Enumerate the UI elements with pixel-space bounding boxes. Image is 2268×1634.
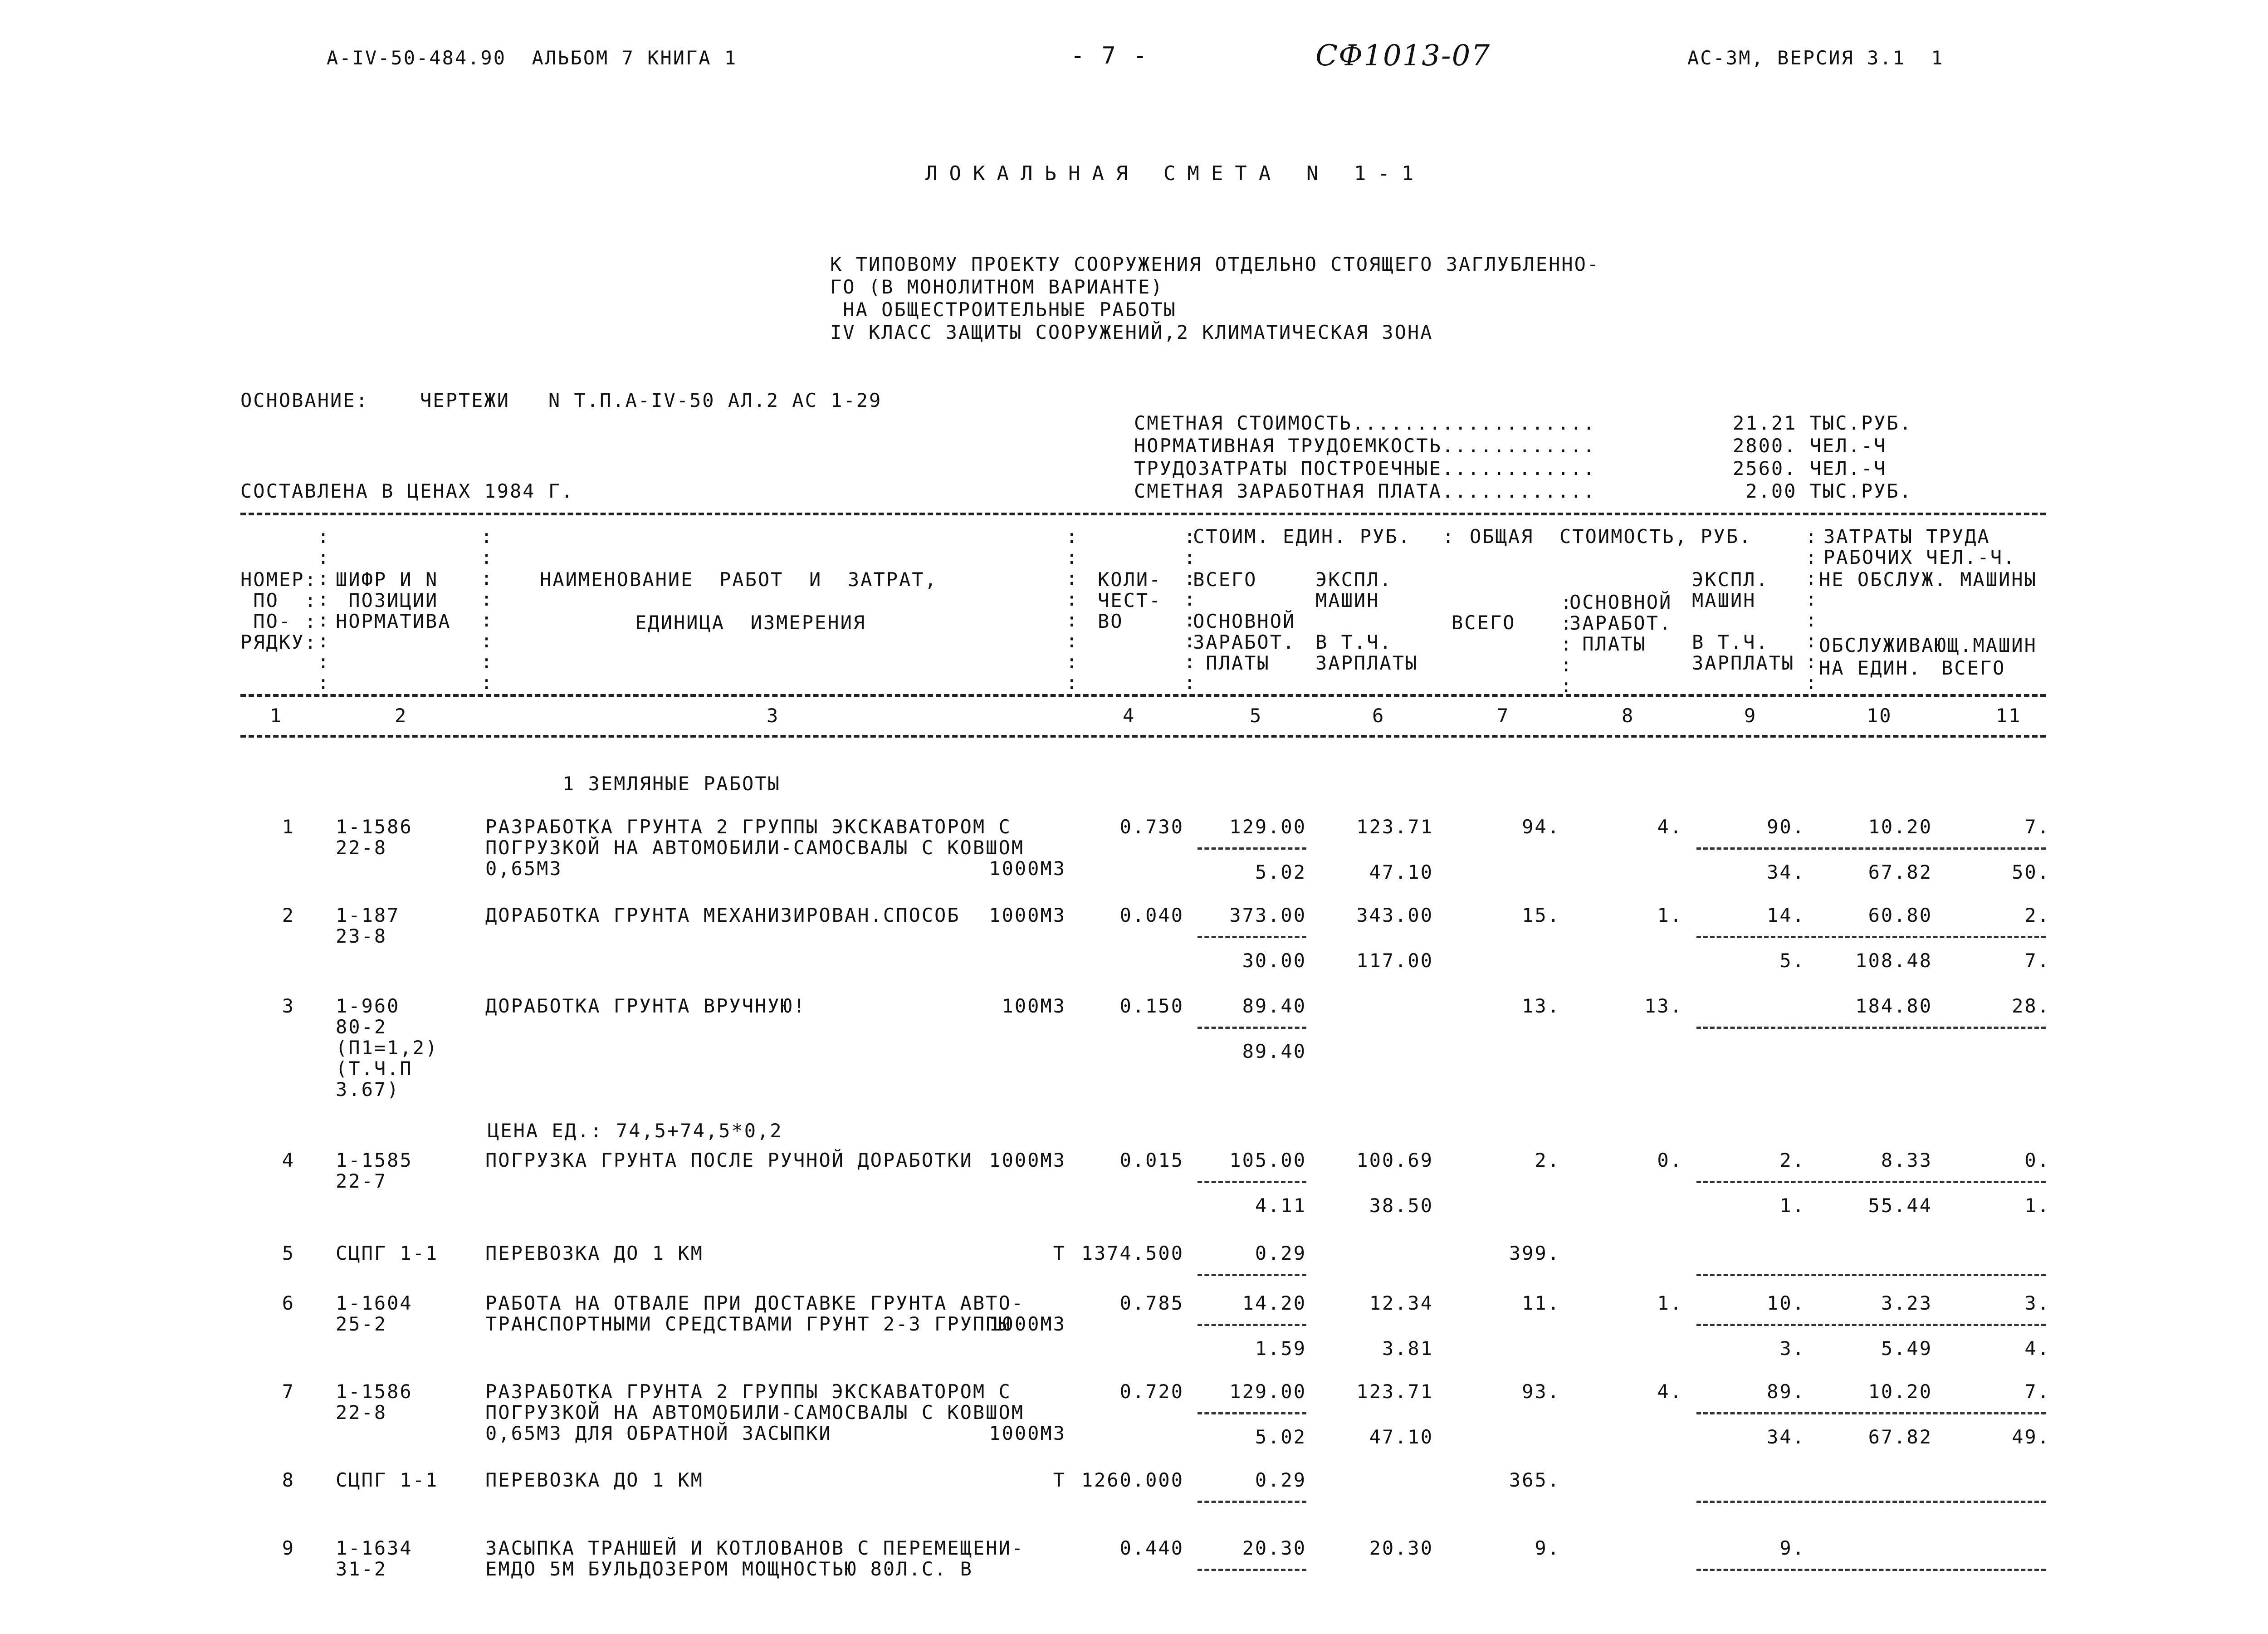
row-machines: 14. — [1767, 904, 1805, 926]
subrow-divider — [1696, 1274, 2046, 1276]
subrow-divider — [1198, 1274, 1306, 1276]
row-total: 15. — [1522, 904, 1560, 926]
row-name: РАБОТА НА ОТВАЛЕ ПРИ ДОСТАВКЕ ГРУНТА АВТО- ТРАНСПОРТНЫМИ СРЕДСТВАМИ ГРУНТ 2-3 ГРУППЫ — [485, 1292, 1025, 1335]
col-num: 5 — [1250, 704, 1263, 727]
col-num: 10 — [1867, 704, 1892, 727]
row-unit-total: 105.00 — [1229, 1149, 1306, 1171]
row-number: 4 — [282, 1149, 295, 1171]
row-unit-wages: 5.02 — [1255, 861, 1306, 883]
row-total: 399. — [1509, 1242, 1560, 1264]
row-total: 2. — [1535, 1149, 1560, 1171]
subrow-divider — [1198, 1027, 1306, 1029]
row-total: 9. — [1535, 1537, 1560, 1559]
row-quantity: 1260.000 — [1081, 1469, 1184, 1491]
row-name: ДОРАБОТКА ГРУНТА МЕХАНИЗИРОВАН.СПОСОБ — [485, 904, 960, 926]
row-machine-wages: 1. — [1779, 1194, 1805, 1217]
col-header-unit-total: ВСЕГО ОСНОВНОЙ ЗАРАБОТ. ПЛАТЫ — [1193, 568, 1296, 674]
row-total: 11. — [1522, 1292, 1560, 1314]
subrow-divider — [1696, 1027, 2046, 1029]
subrow-divider — [1696, 1569, 2046, 1571]
row-unit-total: 0.29 — [1255, 1242, 1306, 1264]
col-header-machines: ЭКСПЛ. МАШИН В Т.Ч. ЗАРПЛАТЫ — [1692, 568, 1795, 674]
separator-line — [240, 694, 2046, 697]
col-header-number: НОМЕР: ПО : ПО- : РЯДКУ: — [240, 568, 318, 653]
subrow-divider — [1696, 1324, 2046, 1326]
row-machine-wages: 5. — [1779, 949, 1805, 972]
row-labor-total: 28. — [2012, 995, 2050, 1017]
row-labor-total: 3. — [2024, 1292, 2050, 1314]
col-num: 4 — [1123, 704, 1136, 727]
row-name: РАЗРАБОТКА ГРУНТА 2 ГРУППЫ ЭКСКАВАТОРОМ С ПОГРУЗКОЙ НА АВТОМОБИЛИ-САМОСВАЛЫ С КОВШОМ 0,65М3 — [485, 816, 1025, 880]
row-labor-unit: 184.80 — [1855, 995, 1932, 1017]
row-number: 8 — [282, 1469, 295, 1491]
row-quantity: 0.040 — [1119, 904, 1184, 926]
row-unit-wages: 5.02 — [1255, 1426, 1306, 1448]
subrow-divider — [1198, 936, 1306, 938]
row-unit-machine-wages: 47.10 — [1369, 861, 1433, 883]
row-machines: 89. — [1767, 1380, 1805, 1403]
row-code: 1-960 80-2 (П1=1,2) (Т.Ч.П 3.67) — [336, 995, 439, 1101]
column-divider: : — [1442, 525, 1454, 548]
col-group-unit-cost: СТОИМ. ЕДИН. РУБ. — [1193, 525, 1411, 548]
row-unit: 1000М3 — [989, 857, 1066, 880]
row-labor-serving-total: 1. — [2024, 1194, 2050, 1217]
row-unit-machines: 343.00 — [1356, 904, 1433, 926]
row-unit-machine-wages: 117.00 — [1356, 949, 1433, 972]
row-labor-serving-unit: 108.48 — [1855, 949, 1932, 972]
col-header-not-serving: НЕ ОБСЛУЖ. МАШИНЫ — [1819, 568, 2037, 591]
row-note: ЦЕНА ЕД.: 74,5+74,5*0,2 — [488, 1120, 783, 1142]
row-unit-wages: 89.40 — [1242, 1040, 1306, 1062]
row-code: 1-1604 25-2 — [336, 1292, 413, 1335]
row-total: 13. — [1522, 995, 1560, 1017]
row-labor-total: 7. — [2024, 1380, 2050, 1403]
row-quantity: 0.440 — [1119, 1537, 1184, 1559]
row-name: ПЕРЕВОЗКА ДО 1 КМ — [485, 1242, 704, 1264]
row-machines: 2. — [1779, 1149, 1805, 1171]
row-unit-machine-wages: 47.10 — [1369, 1426, 1433, 1448]
row-unit-machine-wages: 38.50 — [1369, 1194, 1433, 1217]
row-labor-unit: 8.33 — [1881, 1149, 1932, 1171]
row-labor-serving-total: 4. — [2024, 1337, 2050, 1360]
row-machine-wages: 3. — [1779, 1337, 1805, 1360]
col-num: 8 — [1622, 704, 1635, 727]
subrow-divider — [1696, 1412, 2046, 1414]
subrow-divider — [1198, 1412, 1306, 1414]
summary-label: НОРМАТИВНАЯ ТРУДОЕМКОСТЬ............ — [1134, 435, 1596, 457]
row-labor-unit: 10.20 — [1868, 1380, 1932, 1403]
col-num: 1 — [270, 704, 283, 727]
row-unit: Т — [1053, 1469, 1066, 1491]
subrow-divider — [1198, 1324, 1306, 1326]
row-machines: 10. — [1767, 1292, 1805, 1314]
col-header-unit: ЕДИНИЦА ИЗМЕРЕНИЯ — [635, 612, 866, 634]
row-unit-machines: 20.30 — [1369, 1537, 1433, 1559]
row-unit-wages: 1.59 — [1255, 1337, 1306, 1360]
subrow-divider — [1198, 1501, 1306, 1503]
row-number: 5 — [282, 1242, 295, 1264]
summary-label: СМЕТНАЯ СТОИМОСТЬ................... — [1134, 412, 1596, 434]
row-unit-machine-wages: 3.81 — [1382, 1337, 1433, 1360]
row-name: ПОГРУЗКА ГРУНТА ПОСЛЕ РУЧНОЙ ДОРАБОТКИ — [485, 1149, 973, 1171]
col-num: 11 — [1996, 704, 2022, 727]
row-quantity: 0.785 — [1119, 1292, 1184, 1314]
document-code: А-IV-50-484.90 АЛЬБОМ 7 КНИГА 1 — [327, 47, 738, 69]
col-header-unit-machines: ЭКСПЛ. МАШИН В Т.Ч. ЗАРПЛАТЫ — [1315, 568, 1418, 674]
row-number: 3 — [282, 995, 295, 1017]
row-unit-total: 89.40 — [1242, 995, 1306, 1017]
summary-value: 2800. ЧЕЛ.-Ч — [1733, 435, 1887, 457]
row-unit: 1000М3 — [989, 904, 1066, 926]
col-header-serving: ОБСЛУЖИВАЮЩ.МАШИН — [1819, 634, 2037, 656]
handwritten-stamp: СФ1013-07 — [1315, 39, 1491, 73]
row-unit-machines: 123.71 — [1356, 816, 1433, 838]
row-machine-wages: 34. — [1767, 1426, 1805, 1448]
col-num: 3 — [767, 704, 780, 727]
row-quantity: 0.730 — [1119, 816, 1184, 838]
col-header-wages: ОСНОВНОЙ ЗАРАБОТ. ПЛАТЫ — [1569, 591, 1672, 655]
row-total: 94. — [1522, 816, 1560, 838]
row-number: 1 — [282, 816, 295, 838]
row-name: ЗАСЫПКА ТРАНШЕЙ И КОТЛОВАНОВ С ПЕРЕМЕЩЕНИ- ЕМДО 5М БУЛЬДОЗЕРОМ МОЩНОСТЬЮ 80Л.С. В — [485, 1537, 1025, 1580]
row-number: 6 — [282, 1292, 295, 1314]
row-wages: 13. — [1644, 995, 1683, 1017]
column-divider: : : : : : : : : — [481, 525, 493, 694]
col-header-all: ВСЕГО — [1941, 657, 2006, 679]
subrow-divider — [1696, 847, 2046, 850]
summary-label: СМЕТНАЯ ЗАРАБОТНАЯ ПЛАТА............ — [1134, 480, 1596, 502]
separator-line — [240, 735, 2046, 738]
row-wages: 1. — [1657, 1292, 1683, 1314]
col-num: 7 — [1497, 704, 1510, 727]
row-unit-total: 373.00 — [1229, 904, 1306, 926]
subrow-divider — [1198, 1569, 1306, 1571]
col-num: 6 — [1372, 704, 1385, 727]
row-wages: 4. — [1657, 816, 1683, 838]
row-unit-wages: 4.11 — [1255, 1194, 1306, 1217]
row-unit-total: 14.20 — [1242, 1292, 1306, 1314]
row-quantity: 0.150 — [1119, 995, 1184, 1017]
subtitle-line: НА ОБЩЕСТРОИТЕЛЬНЫЕ РАБОТЫ — [830, 298, 1177, 321]
col-header-code: ШИФР И N ПОЗИЦИИ НОРМАТИВА — [336, 568, 451, 632]
row-wages: 4. — [1657, 1380, 1683, 1403]
row-number: 7 — [282, 1380, 295, 1403]
row-code: 1-1586 22-8 — [336, 1380, 413, 1424]
col-header-per-unit: НА ЕДИН. — [1819, 657, 1922, 679]
subrow-divider — [1696, 1181, 2046, 1183]
col-header-name: НАИМЕНОВАНИЕ РАБОТ И ЗАТРАТ, — [540, 568, 938, 591]
row-machines: 90. — [1767, 816, 1805, 838]
row-labor-serving-unit: 67.82 — [1868, 861, 1932, 883]
col-header-total: ВСЕГО — [1452, 612, 1516, 634]
column-divider: : : : : : — [1560, 591, 1572, 697]
section-title: 1 ЗЕМЛЯНЫЕ РАБОТЫ — [562, 773, 781, 795]
summary-value: 21.21 ТЫС.РУБ. — [1733, 412, 1913, 434]
subtitle-line: К ТИПОВОМУ ПРОЕКТУ СООРУЖЕНИЯ ОТДЕЛЬНО СТОЯЩЕГО ЗАГЛУБЛЕННО- — [830, 253, 1600, 275]
row-code: 1-1585 22-7 — [336, 1149, 413, 1192]
row-code: СЦПГ 1-1 — [336, 1242, 439, 1264]
row-labor-serving-total: 50. — [2012, 861, 2050, 883]
row-unit-wages: 30.00 — [1242, 949, 1306, 972]
subrow-divider — [1198, 1181, 1306, 1183]
row-unit: 1000М3 — [989, 1422, 1066, 1444]
col-header-qty: КОЛИ- ЧЕСТ- ВО — [1098, 568, 1162, 632]
row-machines: 9. — [1779, 1537, 1805, 1559]
row-code: СЦПГ 1-1 — [336, 1469, 439, 1491]
row-labor-total: 0. — [2024, 1149, 2050, 1171]
software-version: АС-3М, ВЕРСИЯ 3.1 1 — [1687, 47, 1944, 69]
column-divider: : : : : : : : : — [1184, 525, 1196, 694]
col-num: 9 — [1744, 704, 1757, 727]
row-machine-wages: 34. — [1767, 861, 1805, 883]
row-number: 2 — [282, 904, 295, 926]
row-unit-machines: 12.34 — [1369, 1292, 1433, 1314]
row-labor-unit: 10.20 — [1868, 816, 1932, 838]
summary-label: ТРУДОЗАТРАТЫ ПОСТРОЕЧНЫЕ............ — [1134, 457, 1596, 479]
col-group-labor: ЗАТРАТЫ ТРУДА РАБОЧИХ ЧЕЛ.-Ч. — [1823, 525, 2016, 568]
summary-value: 2560. ЧЕЛ.-Ч — [1733, 457, 1887, 479]
row-total: 93. — [1522, 1380, 1560, 1403]
prices-line: СОСТАВЛЕНА В ЦЕНАХ 1984 Г. — [240, 480, 574, 502]
separator-line — [240, 513, 2046, 515]
row-name: РАЗРАБОТКА ГРУНТА 2 ГРУППЫ ЭКСКАВАТОРОМ С ПОГРУЗКОЙ НА АВТОМОБИЛИ-САМОСВАЛЫ С КОВШОМ 0,65М3 ДЛЯ ОБРАТНОЙ ЗАСЫПКИ — [485, 1380, 1025, 1444]
row-unit: Т — [1053, 1242, 1066, 1264]
column-divider: : : : : : : : : — [1066, 525, 1078, 694]
column-divider: : : : : : : : : — [1805, 525, 1817, 694]
row-quantity: 1374.500 — [1081, 1242, 1184, 1264]
summary-value: 2.00 ТЫС.РУБ. — [1733, 480, 1913, 502]
row-code: 1-1586 22-8 — [336, 816, 413, 859]
row-labor-serving-total: 49. — [2012, 1426, 2050, 1448]
row-unit-total: 20.30 — [1242, 1537, 1306, 1559]
row-wages: 1. — [1657, 904, 1683, 926]
row-unit: 100М3 — [1002, 995, 1066, 1017]
row-unit: 1000М3 — [989, 1313, 1066, 1335]
row-labor-total: 7. — [2024, 816, 2050, 838]
row-labor-serving-unit: 55.44 — [1868, 1194, 1932, 1217]
row-code: 1-1634 31-2 — [336, 1537, 413, 1580]
row-labor-serving-total: 7. — [2024, 949, 2050, 972]
row-labor-total: 2. — [2024, 904, 2050, 926]
row-code: 1-187 23-8 — [336, 904, 400, 947]
page-title: ЛОКАЛЬНАЯ СМЕТА N 1-1 — [925, 162, 1426, 185]
row-unit-total: 129.00 — [1229, 816, 1306, 838]
row-name: ПЕРЕВОЗКА ДО 1 КМ — [485, 1469, 704, 1491]
row-labor-unit: 3.23 — [1881, 1292, 1932, 1314]
row-wages: 0. — [1657, 1149, 1683, 1171]
row-quantity: 0.015 — [1119, 1149, 1184, 1171]
row-unit: 1000М3 — [989, 1149, 1066, 1171]
page-number: - 7 - — [1070, 42, 1149, 69]
subrow-divider — [1198, 847, 1306, 850]
subtitle-line: IV КЛАСС ЗАЩИТЫ СООРУЖЕНИЙ,2 КЛИМАТИЧЕСКАЯ ЗОНА — [830, 321, 1433, 343]
basis-line: ОСНОВАНИЕ: ЧЕРТЕЖИ N Т.П.А-IV-50 АЛ.2 АС 1-29 — [240, 389, 882, 411]
col-num: 2 — [395, 704, 408, 727]
row-unit-machines: 123.71 — [1356, 1380, 1433, 1403]
row-number: 9 — [282, 1537, 295, 1559]
row-labor-serving-unit: 5.49 — [1881, 1337, 1932, 1360]
row-unit-total: 0.29 — [1255, 1469, 1306, 1491]
row-labor-unit: 60.80 — [1868, 904, 1932, 926]
row-unit-machines: 100.69 — [1356, 1149, 1433, 1171]
subrow-divider — [1696, 936, 2046, 938]
column-divider: : : : : : : : : — [318, 525, 329, 694]
row-name: ДОРАБОТКА ГРУНТА ВРУЧНУЮ! — [485, 995, 807, 1017]
row-labor-serving-unit: 67.82 — [1868, 1426, 1932, 1448]
subtitle-line: ГО (В МОНОЛИТНОМ ВАРИАНТЕ) — [830, 276, 1164, 298]
row-unit-total: 129.00 — [1229, 1380, 1306, 1403]
subrow-divider — [1696, 1501, 2046, 1503]
row-total: 365. — [1509, 1469, 1560, 1491]
row-quantity: 0.720 — [1119, 1380, 1184, 1403]
col-group-total-cost: ОБЩАЯ СТОИМОСТЬ, РУБ. — [1470, 525, 1752, 548]
